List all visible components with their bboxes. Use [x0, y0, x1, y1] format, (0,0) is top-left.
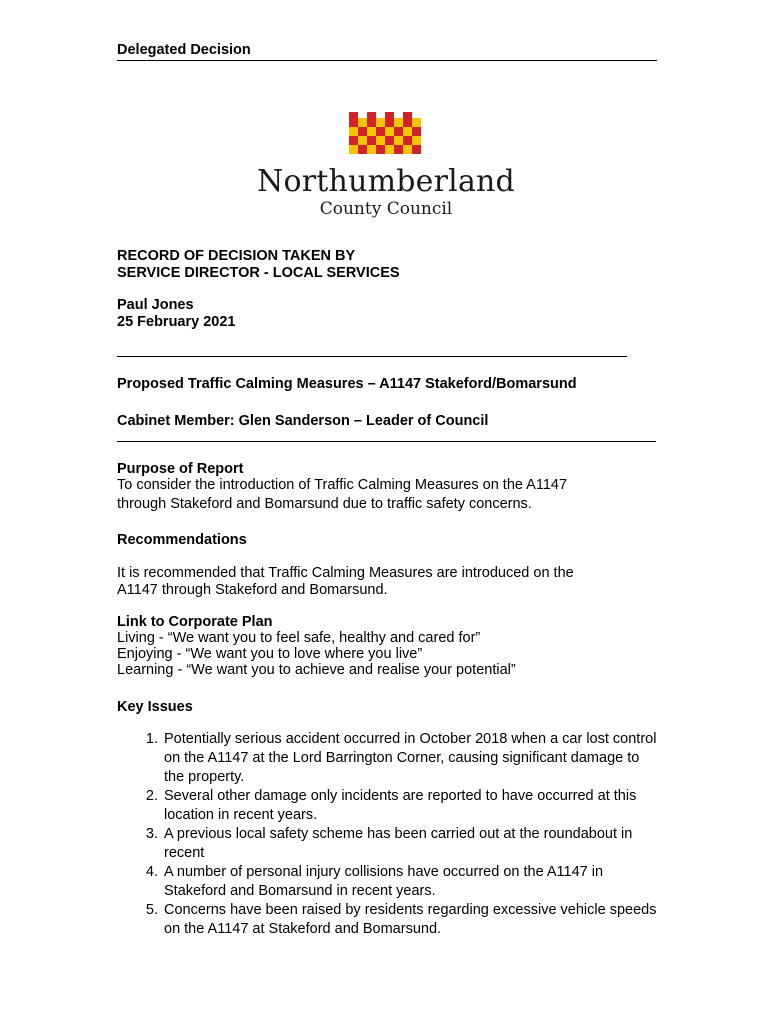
corporate-plan-heading: Link to Corporate Plan — [117, 614, 273, 630]
recommendations-text-line2: A1147 through Stakeford and Bomarsund. — [117, 582, 388, 598]
decision-date: 25 February 2021 — [117, 314, 236, 330]
purpose-text-line1: To consider the introduction of Traffic Calming Measures on the A1147 — [117, 477, 568, 493]
list-item: 2. Several other damage only incidents are reported to have occurred at this location in recent years. — [162, 787, 657, 825]
council-logo — [236, 100, 546, 232]
key-issues-heading: Key Issues — [117, 699, 193, 715]
purpose-heading: Purpose of Report — [117, 461, 244, 477]
record-title-line2: SERVICE DIRECTOR - LOCAL SERVICES — [117, 265, 400, 281]
cabinet-member: Cabinet Member: Glen Sanderson – Leader of Council — [117, 413, 489, 429]
purpose-text-line2: through Stakeford and Bomarsund due to traffic safety concerns. — [117, 496, 532, 512]
divider — [117, 441, 656, 442]
list-item: 4. A number of personal injury collisions have occurred on the A1147 in Stakeford and Bomarsund in recent years. — [162, 863, 657, 901]
record-title-line1: RECORD OF DECISION TAKEN BY — [117, 248, 356, 264]
divider — [117, 356, 627, 357]
decision-maker-name: Paul Jones — [117, 297, 194, 313]
corporate-plan-item: Living - “We want you to feel safe, healthy and cared for” — [117, 630, 481, 646]
key-issues-list — [117, 730, 657, 939]
corporate-plan-item: Learning - “We want you to achieve and realise your potential” — [117, 662, 516, 678]
page-header: Delegated Decision — [117, 42, 657, 61]
corporate-plan-item: Enjoying - “We want you to love where you live” — [117, 646, 423, 662]
list-item: 3. A previous local safety scheme has been carried out at the roundabout in recent — [162, 825, 657, 863]
list-item: 1. Potentially serious accident occurred in October 2018 when a car lost control on the A1147 at the Lord Barrington Corner, causing significant damage to the property. — [162, 730, 657, 787]
logo-wordmark: Northumberland — [257, 164, 515, 199]
recommendations-text-line1: It is recommended that Traffic Calming Measures are introduced on the — [117, 565, 574, 581]
logo-subtitle: County Council — [319, 199, 453, 219]
castle-emblem-icon — [236, 100, 546, 160]
list-item: 5. Concerns have been raised by residents regarding excessive vehicle speeds on the A1147 at Stakeford and Bomarsund. — [162, 901, 657, 939]
report-subject: Proposed Traffic Calming Measures – A1147 Stakeford/Bomarsund — [117, 376, 577, 392]
recommendations-heading: Recommendations — [117, 532, 247, 548]
